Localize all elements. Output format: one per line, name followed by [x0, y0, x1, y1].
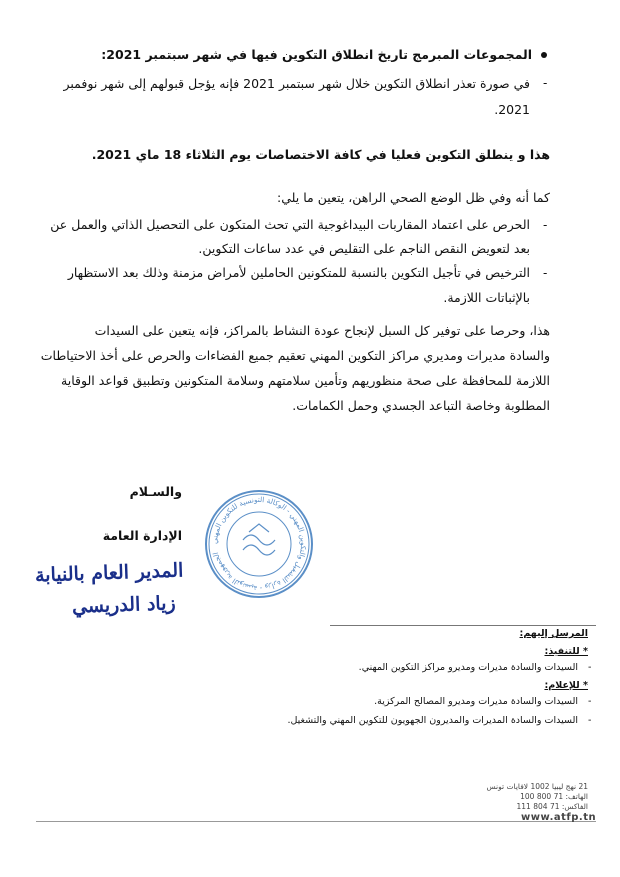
list-dash: -	[543, 218, 548, 232]
signature-title: المدير العام بالنيابة	[34, 559, 184, 587]
information-label: * للإعلام:	[544, 680, 588, 691]
health-intro: كما أنه وفي ظل الوضع الصحي الراهن، يتعين ما يلي:	[277, 190, 550, 205]
svg-text:الجمهورية التونسية - وزارة الت	[210, 495, 308, 593]
footer-address-street: 21 نهج ليبيا 1002 لافايات تونس	[486, 782, 588, 791]
postponement-line2: 2021.	[494, 102, 530, 117]
list-dash: -	[588, 715, 592, 726]
list-dash: -	[588, 662, 592, 673]
closing-line1: هذا، وحرصا على توفير كل السبل لإنجاح عودة النشاط بالمراكز، فإنه يتعين على السيدات	[94, 323, 550, 338]
start-date-statement: هذا و ينطلق التكوين فعليا في كافة الاختصاصات يوم الثلاثاء 18 ماي 2021.	[91, 147, 550, 162]
closing-line4: المطلوبة وخاصة التباعد الجسدي وحمل الكمامات.	[292, 398, 550, 413]
footer-website[interactable]: www.atfp.tn	[521, 812, 597, 823]
footer-address-fax: الفاكس: 71 804 111	[516, 802, 588, 811]
recipients-heading: المرسل إليهم:	[519, 628, 588, 639]
bullet-dot	[541, 52, 547, 58]
health-item2-line1: الترخيص في تأجيل التكوين بالنسبة للمتكونين الحاملين لأمراض مزمنة وذلك بعد الاستظهار	[67, 265, 530, 280]
health-item1-line2: بعد لتعويض النقص الناجم على التقليص في عدد ساعات التكوين.	[198, 241, 530, 256]
stamp-seal-icon	[203, 488, 315, 600]
list-dash: -	[588, 696, 592, 707]
health-item2-line2: بالإثباتات اللازمة.	[443, 290, 530, 305]
execution-recipient: السيدات والسادة مديرات ومديرو مراكز التكوين المهني.	[358, 662, 578, 673]
information-recipient-1: السيدات والسادة مديرات ومديرو المصالح المركزية.	[374, 696, 578, 707]
list-dash: -	[543, 76, 548, 90]
closing-line2: والسادة مديرات ومديري مراكز التكوين المهني تعقيم جميع الفضاءات والحرص على أخذ الاحتياطات	[40, 348, 550, 363]
execution-label: * للتنفيذ:	[544, 646, 588, 657]
official-stamp	[203, 488, 315, 600]
recipients-divider	[330, 625, 596, 626]
salutation: والسـلام	[129, 484, 182, 499]
footer-address-phone: الهاتف: 71 800 100	[520, 792, 588, 801]
september-group-heading: المجموعات المبرمج تاريخ انطلاق التكوين فيها في شهر سبتمبر 2021:	[101, 47, 532, 62]
health-item1-line1: الحرص على اعتماد المقاربات البيداغوجية التي تحث المتكون على التحصيل الذاتي والعمل عن	[50, 217, 530, 232]
postponement-line1: في صورة تعذر انطلاق التكوين خلال شهر سبتمبر 2021 فإنه يؤجل قبولهم إلى شهر نوفمبر	[63, 76, 530, 91]
issuing-authority: الإدارة العامة	[102, 528, 182, 543]
stamp-text: الجمهورية التونسية - وزارة التشغيل والتكوين المهني - الوكالة التونسية للتكوين المهني	[209, 494, 309, 594]
footer-divider	[36, 821, 596, 822]
closing-line3: اللازمة للمحافظة على صحة منظوريهم وتأمين سلامتهم وسلامة المتكونين وتطبيق قواعد الوقاية	[61, 373, 550, 388]
signature-name: زياد الدريسي	[72, 592, 177, 618]
information-recipient-2: السيدات والسادة المديرات والمديرون الجهويون للتكوين المهني والتشغيل.	[287, 715, 578, 726]
list-dash: -	[543, 266, 548, 280]
